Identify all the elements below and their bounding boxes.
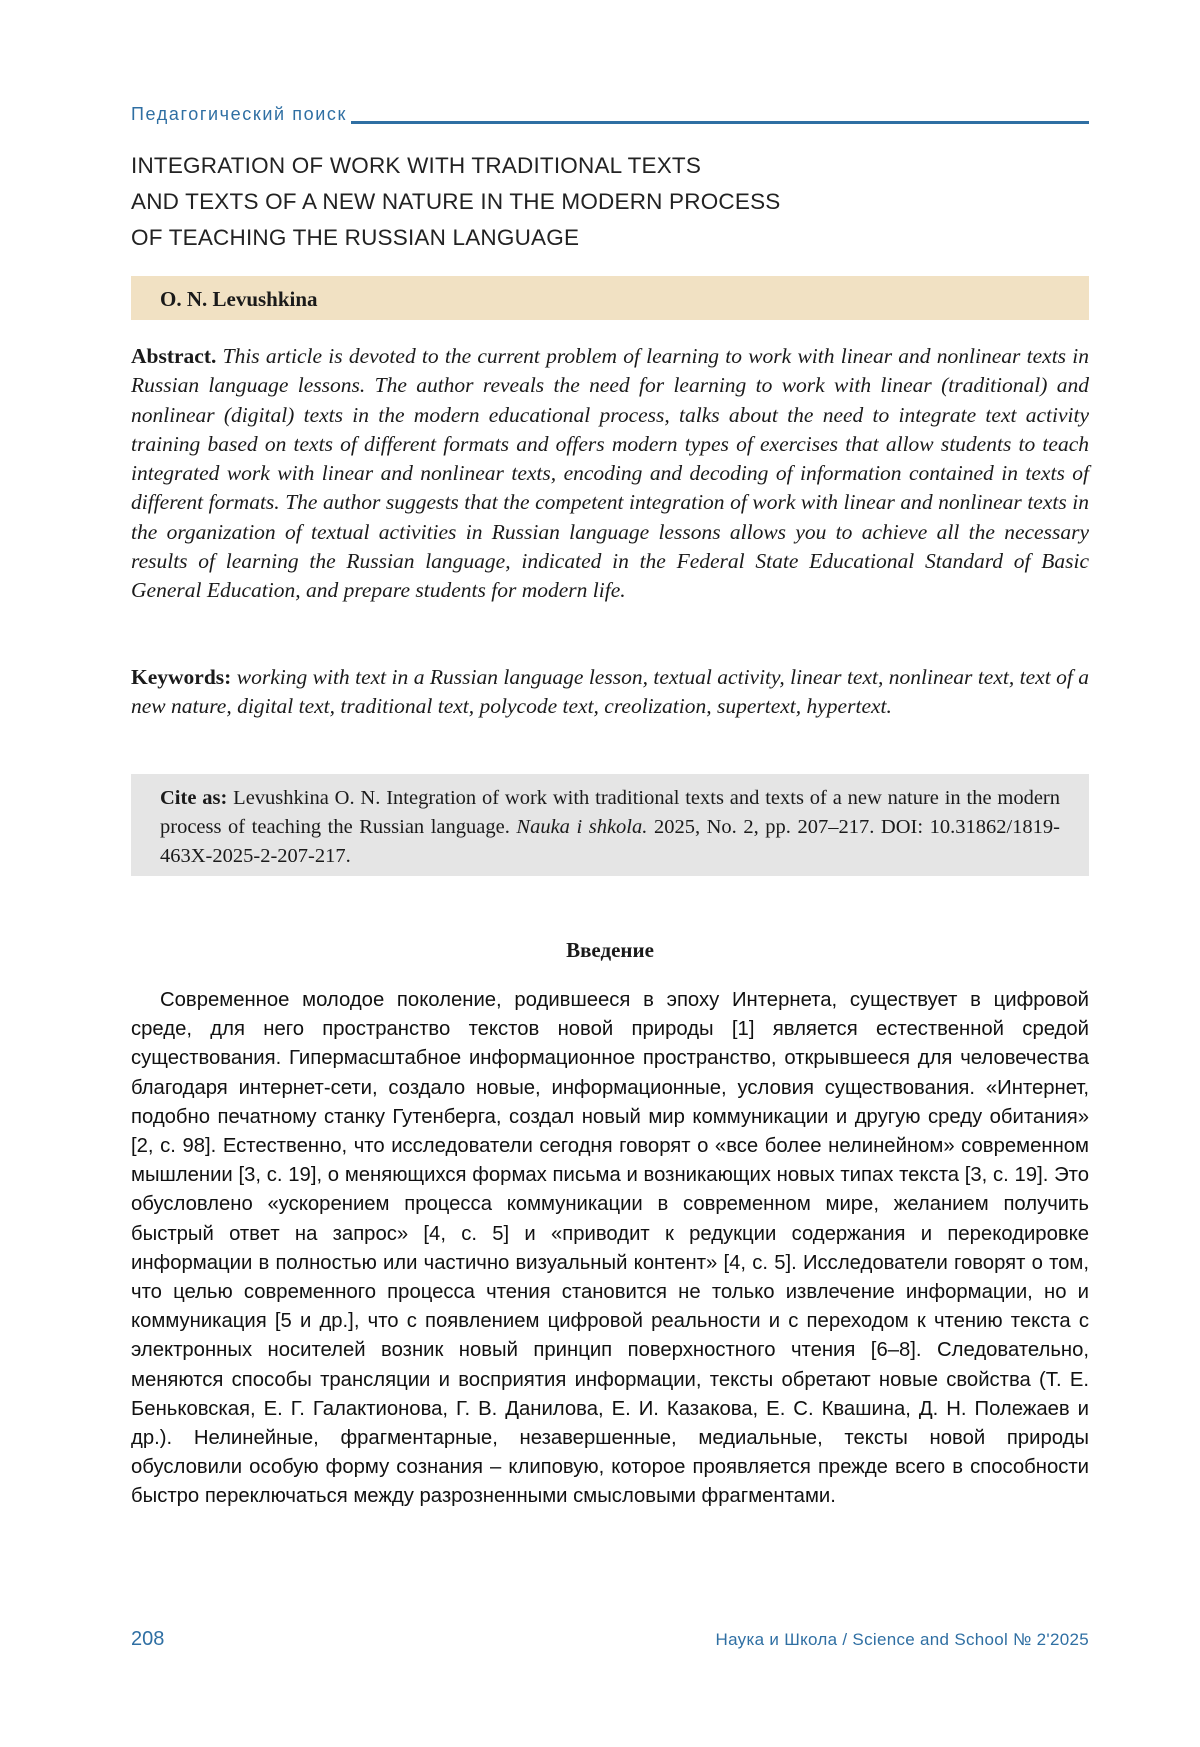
citation-label: Cite as: [160,787,234,809]
keywords-text: working with text in a Russian language lesson, textual activity, linear text, nonlinear text, text of a new nature, digital text, traditional text, polycode text, creolization, supertext, hypertext. [131,665,1089,719]
article-title [131,148,1089,256]
page-footer [131,1628,1089,1652]
title-line: OF TEACHING THE RUSSIAN LANGUAGE [131,225,580,250]
author-name: O. N. Levushkina [160,287,318,311]
citation-after: 2025, No. 2, pp. 207–217. DOI: 10.31862/1819-463X-2025-2-207-217. [160,816,1060,867]
keywords [131,663,1089,722]
citation-before: Levushkina O. N. Integration of work with traditional texts and texts of a new nature in the modern process of teaching the Russian language. [160,787,1060,838]
citation-journal: Nauka i shkola. [516,816,648,838]
author-bar [131,276,1089,320]
abstract-text: This article is devoted to the current problem of learning to work with linear and nonlinear texts in Russian language lessons. The author reveals the need for learning to work with linear (traditional) and nonlinear (digital) texts in the modern educational process, talks about the need to integrate text activity training based on texts of different formats and offers modern types of exercises that allow students to teach integrated work with linear and nonlinear texts, encoding and decoding of information contained in texts of different formats. The author suggests that the competent integration of work with linear and nonlinear texts in the organization of textual activities in Russian language lessons allows you to achieve all the necessary results of learning the Russian language, indicated in the Federal State Educational Standard of Basic General Education, and prepare students for modern life. [131,344,1089,603]
keywords-label: Keywords: [131,665,237,689]
abstract-label: Abstract. [131,344,223,368]
citation-text [160,784,1060,871]
abstract [131,342,1089,606]
citation-box [131,774,1089,876]
page-number: 208 [131,1628,165,1650]
section-heading: Введение [566,938,654,962]
title-line: INTEGRATION OF WORK WITH TRADITIONAL TEXTS [131,153,702,178]
title-line: AND TEXTS OF A NEW NATURE IN THE MODERN PROCESS [131,189,781,214]
journal-name: Наука и Школа / Science and School № 2'2025 [715,1630,1089,1649]
body-paragraph: Современное молодое поколение, родившееся в эпоху Интернета, существует в цифровой среде, для него пространство текстов новой природы [1] является естественной средой существования. Гипермасштабное информационное пространство, открывшееся для человечества благодаря интернет-сети, создало новые, информационные, условия существования. «Интернет, подобно печатному станку Гутенберга, создал новый мир коммуникации и другую среду обитания» [2, с. 98]. Естественно, что исследователи сегодня говорят о «все более нелинейном» современном мышлении [3, с. 19], о меняющихся формах письма и возникающих новых типах текста [3, с. 19]. Это обусловлено «ускорением процесса коммуникации в современном мире, желанием получить быстрый ответ на запрос» [4, с. 5] и «приводит к редукции содержания и перекодировке информации в полностью или частично визуальный контент» [4, с. 5]. Исследователи говорят о том, что целью современного процесса чтения становится не только извлечение информации, но и коммуникация [5 и др.], что с появлением цифровой реальности и с переходом к чтению текста с электронных носителей возник новый принцип поверхностного чтения [6–8]. Следовательно, меняются способы трансляции и восприятия информации, тексты обретают новые свойства (Т. Е. Беньковская, Е. Г. Галактионова, Г. В. Данилова, Е. И. Казакова, Е. С. Квашина, Д. Н. Полежаев и др.). Нелинейные, фрагментарные, незавершенные, медиальные, тексты новой природы обусловили особую форму сознания – клиповую, которое проявляется прежде всего в способности быстро переключаться между разрозненными смысловыми фрагментами. [131,989,1089,1508]
running-head [131,104,1089,128]
section-label: Педагогический поиск [131,104,351,125]
